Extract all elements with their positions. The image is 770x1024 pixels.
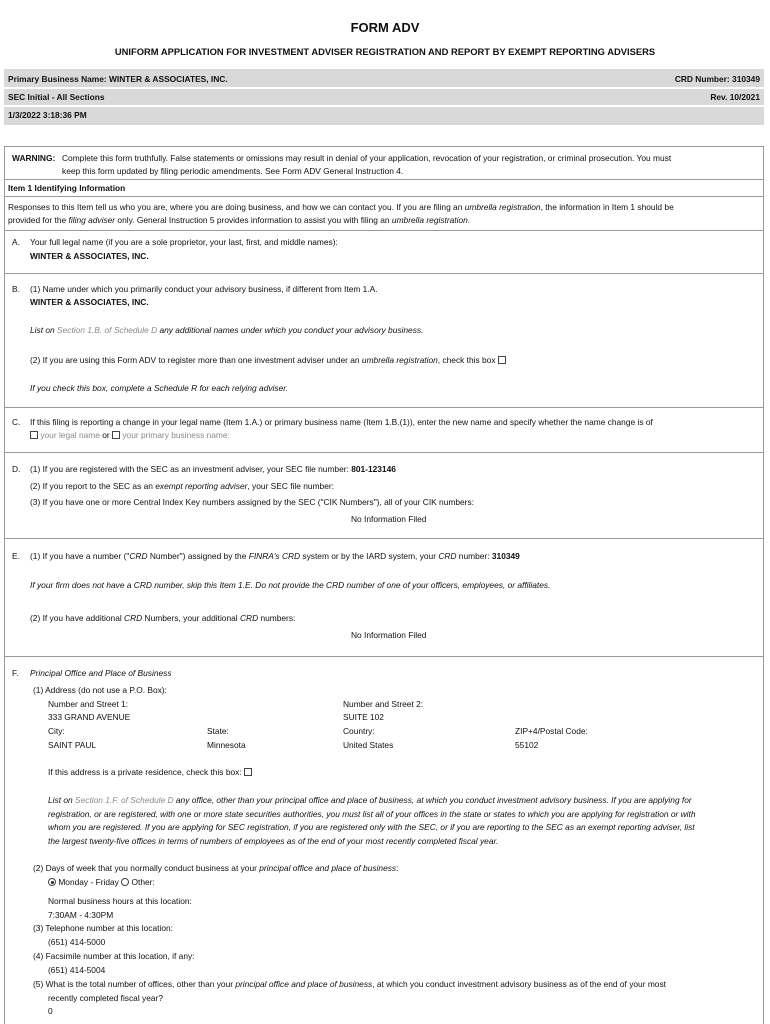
header-band-divider	[4, 105, 764, 107]
country-label: Country:	[343, 726, 375, 736]
section-f-list-note: List on Section 1.F. of Schedule D any office, other than your principal office and place of business, at which you conduct investment advisory business. If you are applying for	[48, 795, 692, 805]
section-f-q2: (2) Days of week that you normally conduct business at your principal office and place of business:	[33, 863, 399, 873]
section-f-list-note-3: whom you are registered. If you are applying for SEC registration, if you are registered only with the SEC, or if you are reporting to the SEC as an exempt reporting adviser, list	[48, 822, 695, 832]
section-f-q1: (1) Address (do not use a P.O. Box):	[33, 685, 167, 695]
divider	[4, 273, 764, 274]
hours-label: Normal business hours at this location:	[48, 896, 192, 906]
business-name-value: WINTER & ASSOCIATES, INC.	[30, 297, 149, 307]
divider	[4, 452, 764, 453]
monday-friday-radio[interactable]	[48, 878, 56, 886]
street1-value: 333 GRAND AVENUE	[48, 712, 131, 722]
city-label: City:	[48, 726, 65, 736]
section-f-q4: (4) Facsimile number at this location, if any:	[33, 951, 195, 961]
section-c-letter: C.	[12, 417, 21, 427]
street2-value: SUITE 102	[343, 712, 384, 722]
zip-value: 55102	[515, 740, 539, 750]
header-band-divider	[4, 87, 764, 89]
state-value: Minnesota	[207, 740, 246, 750]
revision: Rev. 10/2021	[710, 92, 760, 102]
divider	[4, 407, 764, 408]
section-c-question: If this filing is reporting a change in your legal name (Item 1.A.) or primary business name (Item 1.B.(1)), enter the new name and specify whether the name change is of	[30, 417, 653, 427]
legal-name-change-checkbox[interactable]	[30, 431, 38, 439]
section-d-q1: (1) If you are registered with the SEC as an investment adviser, your SEC file number: 801-123146	[30, 464, 396, 474]
city-value: SAINT PAUL	[48, 740, 97, 750]
additional-crd-value: No Information Filed	[351, 630, 427, 640]
section-b-schedule-r-note: If you check this box, complete a Schedule R for each relying adviser.	[30, 383, 289, 393]
schedule-d-1f-link[interactable]: Section 1.F. of Schedule D	[75, 795, 174, 805]
section-e-q2: (2) If you have additional CRD Numbers, your additional CRD numbers:	[30, 613, 296, 623]
section-e-q1: (1) If you have a number ("CRD Number") assigned by the FINRA's CRD system or by the IARD system, your CRD number: 310349	[30, 551, 520, 561]
section-c-options: your legal name or your primary business name:	[30, 430, 230, 440]
other-days-radio[interactable]	[121, 878, 129, 886]
private-residence-question: If this address is a private residence, check this box:	[48, 767, 252, 777]
section-e-note: If your firm does not have a CRD number, skip this Item 1.E. Do not provide the CRD number of one of your officers, employees, or affiliates.	[30, 580, 551, 590]
crd-number: CRD Number: 310349	[674, 74, 760, 84]
warning-text: Complete this form truthfully. False statements or omissions may result in denial of your application, revocation of your registration, or criminal prosecution. You must	[62, 153, 672, 163]
section-d-letter: D.	[12, 464, 21, 474]
section-e-letter: E.	[12, 551, 20, 561]
section-b-letter: B.	[12, 284, 20, 294]
section-f-q3: (3) Telephone number at this location:	[33, 923, 173, 933]
divider	[4, 196, 764, 197]
section-f-letter: F.	[12, 668, 19, 678]
section-f-heading: Principal Office and Place of Business	[30, 668, 172, 678]
cik-numbers-value: No Information Filed	[351, 514, 427, 524]
item1-intro: Responses to this Item tell us who you are, where you are doing business, and how we can contact you. If you are filing an umbrella registration, the information in Item 1 should be	[8, 202, 674, 212]
divider	[4, 656, 764, 657]
hours-value: 7:30AM - 4:30PM	[48, 910, 114, 920]
phone-value: (651) 414-5000	[48, 937, 106, 947]
section-a-question: Your full legal name (if you are a sole proprietor, your last, first, and middle names):	[30, 237, 338, 247]
street2-label: Number and Street 2:	[343, 699, 424, 709]
private-residence-checkbox[interactable]	[244, 768, 252, 776]
business-name-change-checkbox[interactable]	[112, 431, 120, 439]
state-label: State:	[207, 726, 229, 736]
item1-heading: Item 1 Identifying Information	[8, 183, 126, 193]
section-d-q3: (3) If you have one or more Central Index Key numbers assigned by the SEC ("CIK Numbers"), all of your CIK numbers:	[30, 497, 474, 507]
section-d-q2: (2) If you report to the SEC as an exempt reporting adviser, your SEC file number:	[30, 481, 334, 491]
filing-type: SEC Initial - All Sections	[8, 92, 105, 102]
street1-label: Number and Street 1:	[48, 699, 129, 709]
section-f-q5: (5) What is the total number of offices, other than your principal office and place of business, at which you conduct investment advisory business as of the end of your most	[33, 979, 666, 989]
timestamp: 1/3/2022 3:18:36 PM	[8, 110, 87, 120]
section-f-list-note-4: the largest twenty-five offices in terms of numbers of employees as of the end of your most recently completed fiscal year.	[48, 836, 499, 846]
schedule-d-1b-link[interactable]: Section 1.B. of Schedule D	[57, 325, 158, 335]
warning-label: WARNING:	[12, 153, 56, 163]
crd-number-value: 310349	[491, 551, 520, 561]
legal-name-value: WINTER & ASSOCIATES, INC.	[30, 251, 149, 261]
umbrella-registration-checkbox[interactable]	[498, 356, 506, 364]
section-a-letter: A.	[12, 237, 20, 247]
days-options: Monday - Friday Other:	[48, 877, 155, 887]
zip-label: ZIP+4/Postal Code:	[515, 726, 588, 736]
section-f-q5-line2: recently completed fiscal year?	[48, 993, 163, 1003]
country-value: United States	[343, 740, 394, 750]
divider	[4, 230, 764, 231]
form-subtitle: UNIFORM APPLICATION FOR INVESTMENT ADVISER REGISTRATION AND REPORT BY EXEMPT REPORTING ADVISERS	[114, 46, 656, 57]
section-b-q2: (2) If you are using this Form ADV to register more than one investment adviser under an umbrella registration, check this box	[30, 355, 506, 365]
form-title: FORM ADV	[350, 20, 420, 35]
divider	[4, 179, 764, 180]
item1-intro-2: provided for the filing adviser only. General Instruction 5 provides information to assist you with filing an umbrella registration.	[8, 215, 471, 225]
primary-business-name: Primary Business Name: WINTER & ASSOCIATES, INC.	[8, 74, 228, 84]
warning-text-2: keep this form updated by filing periodic amendments. See Form ADV General Instruction 4.	[62, 166, 404, 176]
fax-value: (651) 414-5004	[48, 965, 106, 975]
section-f-list-note-2: registration, or are registered, with one or more state securities authorities, you must list all of your offices in the state or states to which you are applying for registration or with	[48, 809, 696, 819]
offices-count-value: 0	[48, 1006, 53, 1016]
section-b-q1: (1) Name under which you primarily conduct your advisory business, if different from Item 1.A.	[30, 284, 378, 294]
section-b-list-note: List on Section 1.B. of Schedule D any additional names under which you conduct your advisory business.	[30, 325, 424, 335]
divider	[4, 538, 764, 539]
sec-file-number: 801-123146	[351, 464, 396, 474]
